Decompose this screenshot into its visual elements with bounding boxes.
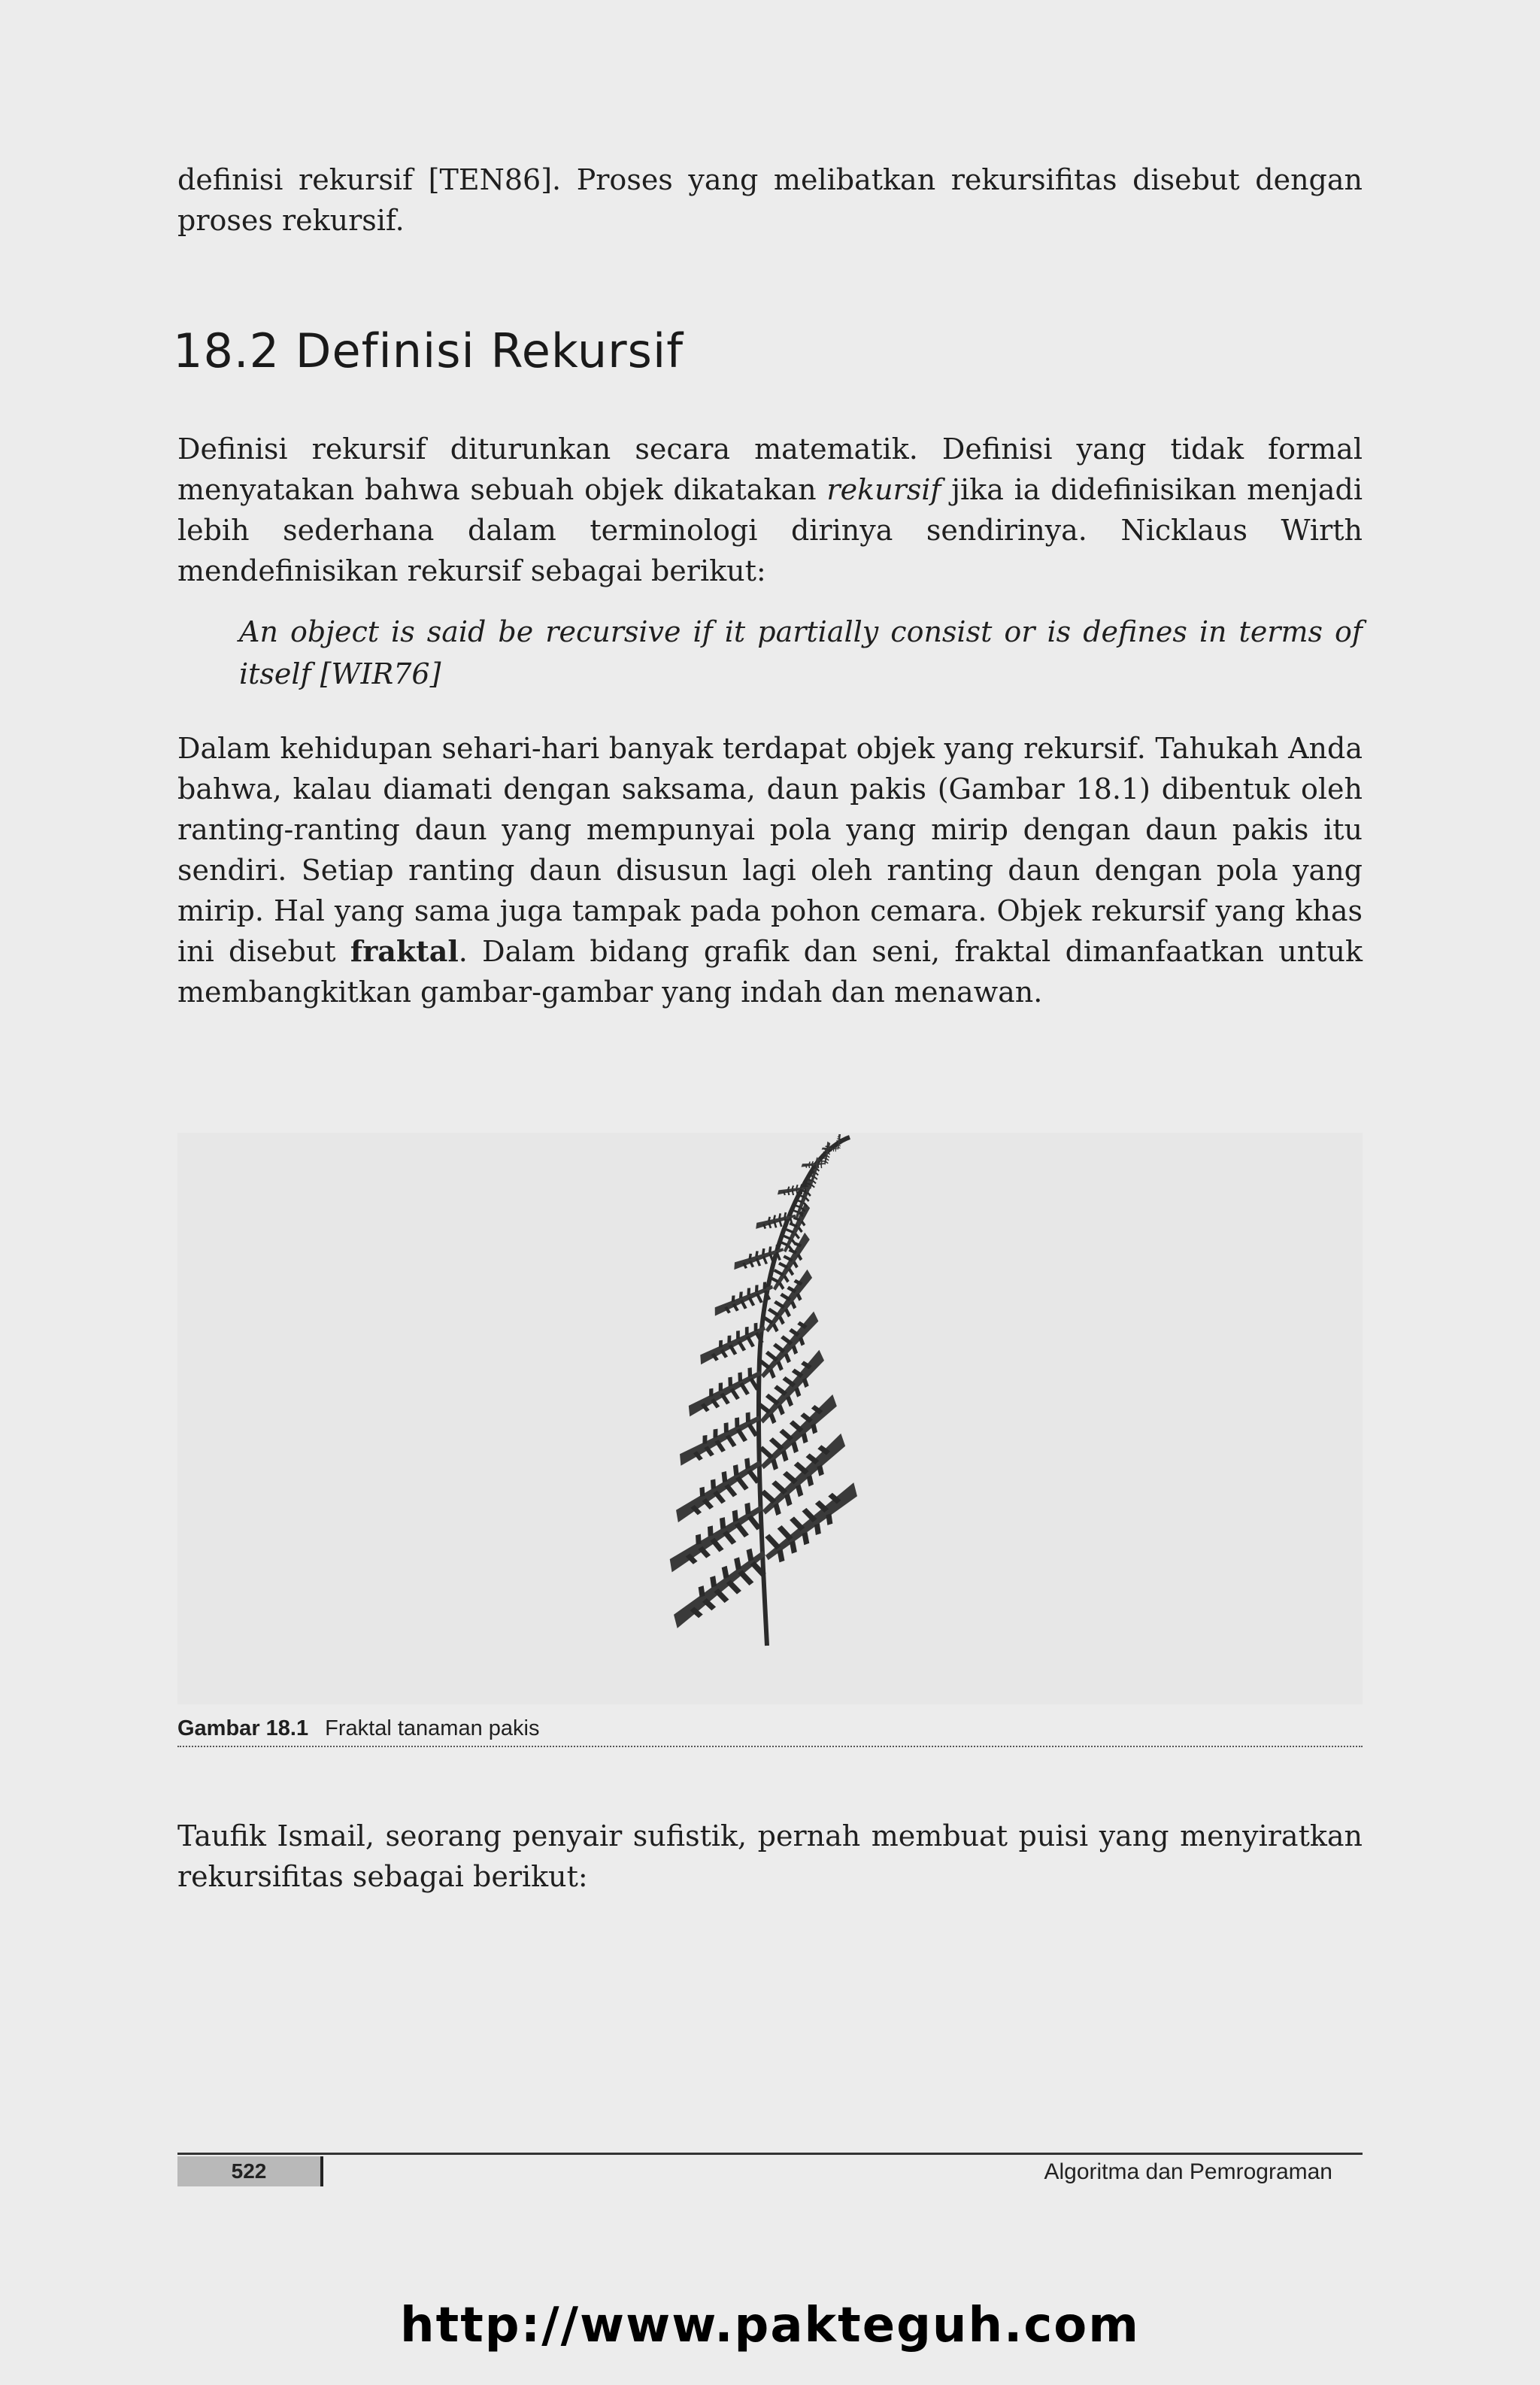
wirth-quote: An object is said be recursive if it partially consist or is defines in terms of itself [WIR76] xyxy=(239,615,1363,690)
book-title: Algoritma dan Pemrograman xyxy=(1044,2159,1332,2184)
fractal-paragraph xyxy=(177,728,1363,1012)
figure-label: Gambar 18.1 xyxy=(177,1716,309,1740)
section-heading: 18.2 Definisi Rekursif xyxy=(173,323,684,378)
page-footer xyxy=(177,2153,1363,2189)
intro-paragraph: definisi rekursif [TEN86]. Proses yang melibatkan rekursifitas disebut dengan proses rekursif. xyxy=(177,163,1363,237)
figure-caption-text: Fraktal tanaman pakis xyxy=(325,1716,540,1740)
watermark-url: http://www.pakteguh.com xyxy=(400,2298,1140,2353)
definition-paragraph xyxy=(177,429,1363,591)
fractal-bold-term: fraktal xyxy=(350,934,459,968)
page-number: 522 xyxy=(177,2156,323,2186)
fractal-text-end: . Dalam bidang grafik dan seni, fraktal dimanfaatkan untuk membangkitkan gambar-gambar yang indah dan menawan. xyxy=(177,935,1363,1009)
fractal-text-start: Dalam kehidupan sehari-hari banyak terdapat objek yang rekursif. Tahukah Anda bahwa, kalau diamati dengan saksama, daun pakis (Gambar 18.1) dibentuk oleh ranting-ranting daun yang mempunyai pola yang mirip dengan daun pakis itu sendiri. Setiap ranting daun disusun lagi oleh ranting daun dengan pola yang mirip. Hal yang sama juga tampak pada pohon cemara. Objek rekursif yang khas ini disebut xyxy=(177,732,1363,968)
fern-fractal-image xyxy=(602,1134,932,1661)
definition-text-start: Definisi rekursif diturunkan secara matematik. Definisi yang tidak formal menyatakan bahwa sebuah objek dikatakan xyxy=(177,432,1363,506)
figure-caption xyxy=(177,1716,1363,1747)
definition-emphasis: rekursif xyxy=(826,473,941,506)
definition-text-end: jika ia didefinisikan menjadi lebih sederhana dalam terminologi dirinya sendirinya. Nicklaus Wirth mendefinisikan rekursif sebagai berikut: xyxy=(177,473,1363,587)
poem-intro-paragraph: Taufik Ismail, seorang penyair sufistik, pernah membuat puisi yang menyiratkan rekursifitas sebagai berikut: xyxy=(177,1819,1363,1893)
